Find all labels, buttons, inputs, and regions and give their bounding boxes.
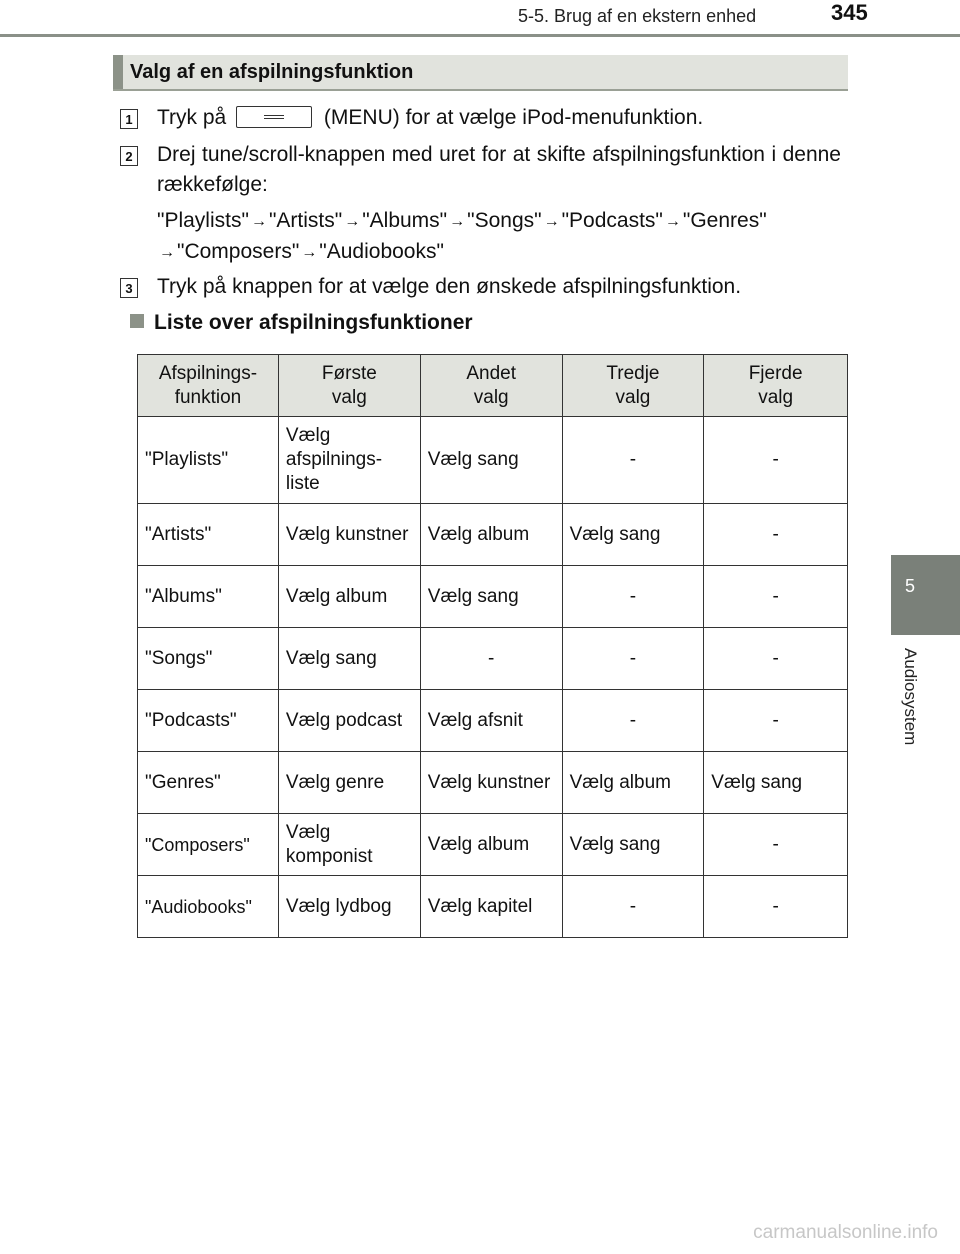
sequence-item: "Podcasts" bbox=[561, 209, 663, 232]
table-cell: - bbox=[704, 690, 848, 752]
page-number: 345 bbox=[831, 0, 868, 25]
table-cell: Vælg album bbox=[420, 504, 562, 566]
chapter-number: 5 bbox=[904, 576, 915, 596]
arrow-right-icon: → bbox=[543, 213, 560, 230]
sequence-item: "Playlists" bbox=[157, 209, 249, 232]
table-row bbox=[138, 752, 848, 814]
table-header-row bbox=[138, 355, 848, 417]
square-bullet-icon bbox=[130, 314, 144, 328]
table-cell: Vælg album bbox=[278, 566, 420, 628]
chapter-label: Audiosystem bbox=[901, 648, 920, 746]
table-cell: - bbox=[704, 417, 848, 504]
step-1-text-after: (MENU) for at vælge iPod-menufunktion. bbox=[323, 106, 704, 129]
step-number-1: 1 bbox=[120, 109, 138, 129]
table-cell: Vælg album bbox=[420, 814, 562, 876]
table-row bbox=[138, 876, 848, 938]
table-cell: "Albums" bbox=[138, 566, 279, 628]
table-row bbox=[138, 417, 848, 504]
column-header: Andet valg bbox=[420, 355, 562, 417]
table-row bbox=[138, 628, 848, 690]
table-cell: - bbox=[562, 417, 704, 504]
step-number-2: 2 bbox=[120, 146, 138, 166]
table-row bbox=[138, 814, 848, 876]
header-section-title: 5-5. Brug af en ekstern enhed bbox=[518, 6, 757, 26]
arrow-right-icon: → bbox=[344, 213, 361, 230]
table-cell: "Artists" bbox=[138, 504, 279, 566]
table-cell: Vælg sang bbox=[562, 504, 704, 566]
table-cell: Vælg sang bbox=[278, 628, 420, 690]
table-cell: Vælg podcast bbox=[278, 690, 420, 752]
arrow-right-icon: → bbox=[664, 213, 681, 230]
sequence-line-1 bbox=[157, 206, 841, 237]
table-cell: - bbox=[704, 504, 848, 566]
step-number-3: 3 bbox=[120, 278, 138, 298]
table-cell: - bbox=[562, 876, 704, 938]
sequence-item: "Songs" bbox=[467, 209, 542, 232]
column-header: Fjerde valg bbox=[704, 355, 848, 417]
step-2-text: Drej tune/scroll-knappen med uret for at skifte afspilningsfunktion i denne rækkefølge: bbox=[157, 143, 841, 196]
step-1-text-before: Tryk på bbox=[157, 106, 227, 129]
sequence-item: "Albums" bbox=[362, 209, 448, 232]
arrow-right-icon: → bbox=[159, 244, 175, 261]
table-cell: Vælg komponist bbox=[278, 814, 420, 876]
table-cell: Vælg kunstner bbox=[420, 752, 562, 814]
menu-button-icon bbox=[236, 106, 312, 128]
sequence-item: "Genres" bbox=[682, 209, 767, 232]
subheading-text: Liste over afspilningsfunktioner bbox=[154, 311, 473, 334]
sequence-item: "Audiobooks" bbox=[319, 240, 444, 263]
table-cell: - bbox=[562, 628, 704, 690]
table-cell: "Genres" bbox=[138, 752, 279, 814]
table-cell: - bbox=[562, 566, 704, 628]
table-cell: - bbox=[704, 814, 848, 876]
table-cell: Vælg genre bbox=[278, 752, 420, 814]
table-cell: - bbox=[704, 876, 848, 938]
table-cell: "Podcasts" bbox=[138, 690, 279, 752]
table-cell: "Playlists" bbox=[138, 417, 279, 504]
column-header: Tredje valg bbox=[562, 355, 704, 417]
table-cell: "Composers" bbox=[138, 814, 279, 876]
table-cell: Vælg lydbog bbox=[278, 876, 420, 938]
table-cell: Vælg album bbox=[562, 752, 704, 814]
table-cell: - bbox=[704, 566, 848, 628]
header-rule bbox=[0, 34, 960, 37]
table-cell: Vælg kapitel bbox=[420, 876, 562, 938]
step-1-text bbox=[157, 103, 703, 133]
table-row bbox=[138, 566, 848, 628]
table-cell: Vælg sang bbox=[420, 417, 562, 504]
table-cell: "Songs" bbox=[138, 628, 279, 690]
subheading bbox=[130, 311, 473, 335]
arrow-right-icon: → bbox=[250, 213, 267, 230]
table-row bbox=[138, 504, 848, 566]
table-cell: - bbox=[420, 628, 562, 690]
arrow-right-icon: → bbox=[301, 244, 318, 261]
table-cell: Vælg sang bbox=[420, 566, 562, 628]
arrow-right-icon: → bbox=[449, 213, 466, 230]
table-cell: - bbox=[704, 628, 848, 690]
table-cell: Vælg kunstner bbox=[278, 504, 420, 566]
playback-mode-table bbox=[137, 354, 848, 938]
sequence-item: "Composers" bbox=[177, 240, 300, 263]
sequence-item: "Artists" bbox=[268, 209, 343, 232]
column-header: Afspilnings- funktion bbox=[138, 355, 279, 417]
table-cell: Vælg afsnit bbox=[420, 690, 562, 752]
sequence-line-2 bbox=[157, 237, 841, 268]
step-3-text: Tryk på knappen for at vælge den ønskede afspilningsfunktion. bbox=[157, 275, 742, 298]
table-cell: Vælg sang bbox=[562, 814, 704, 876]
table-cell: "Audiobooks" bbox=[138, 876, 279, 938]
playback-mode-sequence bbox=[157, 206, 841, 268]
table-cell: Vælg afspilnings-liste bbox=[278, 417, 420, 504]
table-cell: - bbox=[562, 690, 704, 752]
section-title: Valg af en afspilningsfunktion bbox=[130, 61, 414, 83]
watermark: carmanualsonline.info bbox=[753, 1222, 938, 1243]
table-cell: Vælg sang bbox=[704, 752, 848, 814]
table-row bbox=[138, 690, 848, 752]
column-header: Første valg bbox=[278, 355, 420, 417]
